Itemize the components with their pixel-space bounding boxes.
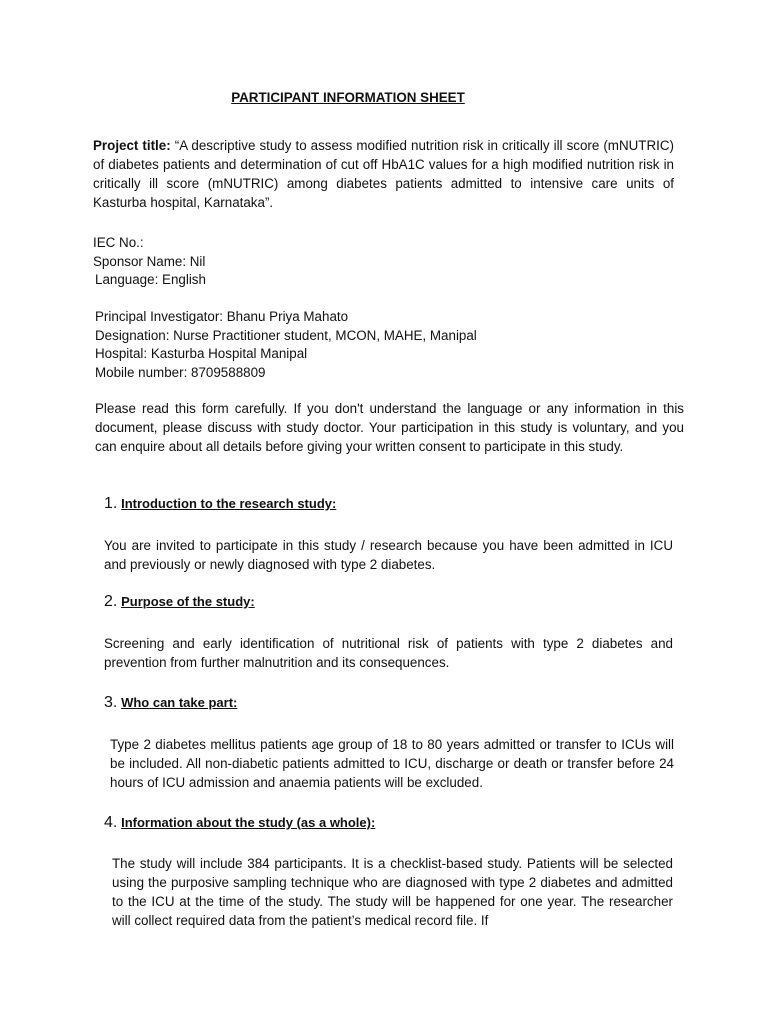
project-title-paragraph bbox=[93, 136, 674, 212]
section-body-3: Type 2 diabetes mellitus patients age group of 18 to 80 years admitted or transfer to ICUs will be included. All non-diabetic patients admitted to ICU, discharge or death or transfer before 24 hours of ICU admission and anaemia patients will be excluded. bbox=[110, 737, 674, 790]
project-title-label: Project title: bbox=[93, 138, 171, 153]
consent-note-paragraph: Please read this form carefully. If you don't understand the language or any information in this document, please discuss with study doctor. Your participation in this study is voluntary, and you can enquire about all details before giving your written consent to participate in this study. bbox=[95, 401, 684, 454]
page-title: PARTICIPANT INFORMATION SHEET bbox=[231, 90, 465, 105]
section-heading-1 bbox=[104, 494, 336, 513]
section-body-1: You are invited to participate in this study / research because you have been admitted in ICU and previously or newly diagnosed with type 2 diabetes. bbox=[104, 538, 673, 572]
project-title-text: “A descriptive study to assess modified nutrition risk in critically ill score (mNUTRIC) of diabetes patients and determination of cut off HbA1C values for a high modified nutrition risk in critically ill score (mNUTRIC) among diabetes patients admitted to intensive care units of Kasturba hospital, Karnataka”. bbox=[93, 138, 674, 210]
principal-investigator: Principal Investigator: Bhanu Priya Mahato bbox=[95, 309, 349, 324]
section-body-4: The study will include 384 participants. It is a checklist-based study. Patients will be selected using the purposive sampling technique who are diagnosed with type 2 diabetes and admitted to the ICU at the time of the study. The study will be happened for one year. The researcher will collect required data from the patient’s medical record file. If bbox=[112, 856, 673, 928]
section-number: 2. bbox=[104, 593, 118, 610]
section-heading-3 bbox=[104, 693, 237, 712]
section-heading-2 bbox=[104, 592, 255, 611]
section-number: 4. bbox=[104, 814, 118, 831]
section-title: Information about the study (as a whole): bbox=[121, 815, 376, 830]
hospital: Hospital: Kasturba Hospital Manipal bbox=[95, 346, 308, 361]
section-number: 3. bbox=[104, 694, 118, 711]
section-title: Who can take part: bbox=[121, 695, 238, 710]
section-body-2: Screening and early identification of nutritional risk of patients with type 2 diabetes and prevention from further malnutrition and its consequences. bbox=[104, 636, 673, 670]
section-title: Introduction to the research study: bbox=[121, 496, 337, 511]
section-title: Purpose of the study: bbox=[121, 594, 255, 609]
section-heading-4 bbox=[104, 813, 375, 832]
sponsor-name: Sponsor Name: Nil bbox=[93, 254, 206, 269]
mobile-number: Mobile number: 8709588809 bbox=[95, 365, 266, 380]
language: Language: English bbox=[95, 272, 206, 287]
designation: Designation: Nurse Practitioner student, MCON, MAHE, Manipal bbox=[95, 328, 477, 343]
iec-number: IEC No.: bbox=[93, 235, 144, 250]
section-number: 1. bbox=[104, 495, 118, 512]
